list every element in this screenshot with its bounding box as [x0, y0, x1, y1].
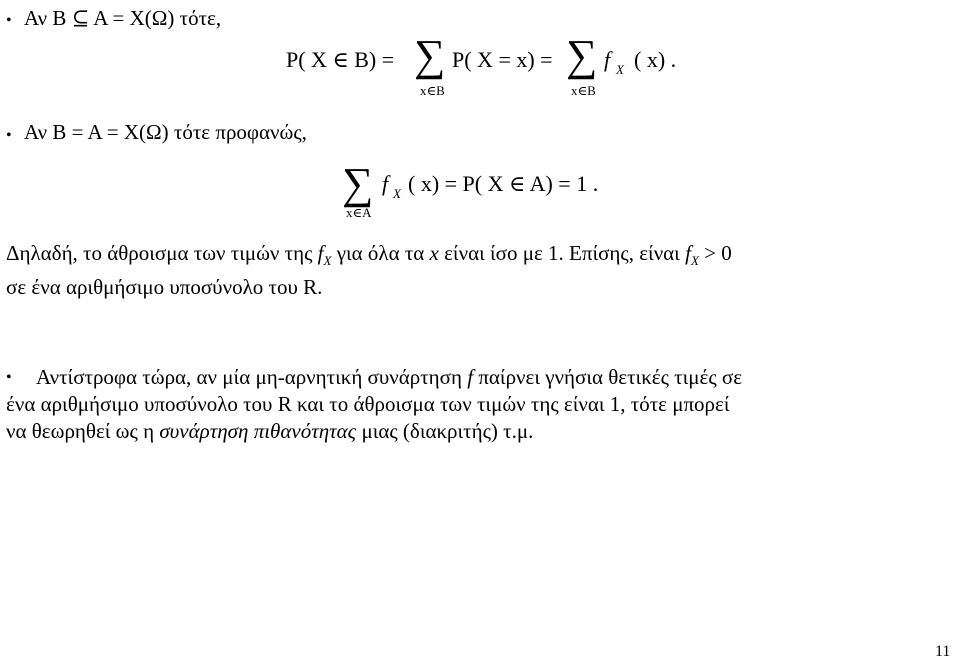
explanation-f-2: f [685, 241, 691, 265]
equation-case2-tail: ( x) = P( X ∈ A) = 1 . [408, 171, 599, 196]
converse-text-a: Αντίστροφα τώρα, αν μία μη-αρνητική συνάρτηση [36, 365, 468, 389]
case1-intro: Αν B ⊆ A = X(Ω) τότε, [24, 6, 222, 30]
sum-index-2: x∈B [571, 83, 596, 98]
equation-case1-f: f [604, 47, 611, 72]
sum-index-1: x∈B [420, 83, 445, 98]
explanation-f-1: f [317, 241, 324, 265]
sum-symbol-3: ∑ [342, 159, 374, 208]
bullet-converse: • [6, 369, 12, 386]
converse-text-b: παίρνει γνήσια θετικές τιμές σε [473, 365, 743, 389]
case2-intro: Αν B = A = X(Ω) τότε προφανώς, [24, 120, 307, 144]
sum-index-3: x∈A [346, 205, 372, 220]
converse-line-2: ένα αριθμήσιμο υποσύνολο του R και το άθροισμα των τιμών της είναι 1, τότε μπορεί [6, 392, 730, 416]
explanation-paragraph [6, 240, 956, 301]
converse-term-probability-function: συνάρτηση πιθανότητας [159, 419, 357, 443]
sum-symbol-2: ∑ [566, 31, 598, 80]
equation-case2-f-subscript: X [393, 186, 401, 201]
converse-text-d: μιας (διακριτής) τ.μ. [356, 419, 534, 443]
converse-line-3 [6, 418, 956, 445]
explanation-line-2: σε ένα αριθμήσιμο υποσύνολο του R. [6, 275, 323, 300]
bullet-case1: • [6, 12, 12, 29]
converse-line-1 [6, 364, 956, 391]
equation-case1-tail: ( x) . [634, 47, 677, 72]
explanation-subscript-1: X [323, 253, 332, 269]
converse-paragraph [6, 364, 956, 445]
explanation-subscript-2: X [690, 253, 699, 269]
equation-case1-mid: P( X = x) = [452, 47, 553, 72]
page-number: 11 [935, 643, 951, 660]
sum-symbol-1: ∑ [414, 31, 446, 80]
explanation-text-c: είναι ίσο με 1. Επίσης, είναι [438, 241, 686, 265]
equation-case1-lhs: P( X ∈ B) = [286, 47, 395, 72]
converse-text-c: να θεωρηθεί ως η [6, 419, 160, 443]
equation-case2-f: f [382, 171, 389, 196]
explanation-x: x [429, 241, 439, 265]
equation-case1-f-subscript: X [616, 62, 624, 77]
converse-f: f [467, 365, 474, 389]
explanation-text-a: Δηλαδή, το άθροισμα των τιμών της [6, 241, 318, 265]
explanation-text-b: για όλα τα [331, 241, 430, 265]
explanation-line-1 [6, 240, 956, 274]
bullet-case2: • [6, 127, 12, 144]
explanation-text-d: > 0 [698, 241, 732, 265]
